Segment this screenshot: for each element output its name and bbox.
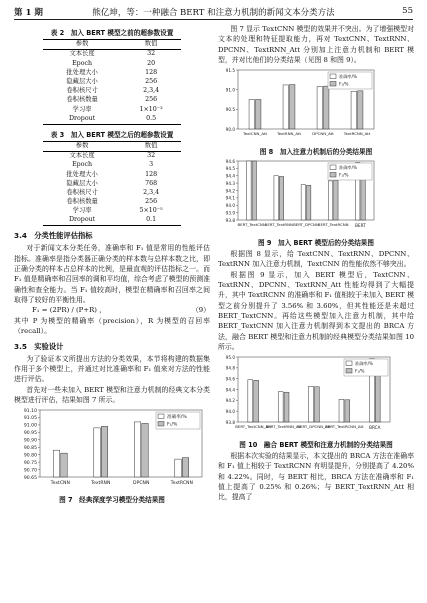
bar-f1 bbox=[182, 458, 188, 477]
table3-head-value: 数值 bbox=[121, 141, 181, 151]
y-tick-label: 91.05 bbox=[23, 416, 37, 422]
bar-f1 bbox=[284, 392, 289, 422]
section-3-5-paragraph-2: 首先对一些未加入 BERT 模型和注意力机制的经典文本分类模型进行评估，结果如图 7 所示。 bbox=[14, 385, 210, 404]
legend-swatch bbox=[346, 369, 352, 374]
formula-text: F₁ = (2PR) / (P+R) ， bbox=[32, 306, 107, 315]
figure-7 bbox=[14, 407, 210, 491]
table3-value-cell: 128 bbox=[145, 170, 158, 178]
y-tick-label: 91.0 bbox=[225, 87, 235, 93]
table3-row bbox=[43, 198, 181, 207]
y-tick-label: 94.5 bbox=[225, 166, 235, 172]
table2-param-cell: 卷积核尺寸 bbox=[66, 87, 98, 95]
table3-param-cell: 学习率 bbox=[72, 207, 92, 215]
bar-accuracy bbox=[317, 87, 322, 129]
table2-row bbox=[43, 50, 181, 60]
right-column bbox=[218, 24, 414, 503]
y-tick-label: 94.4 bbox=[225, 173, 235, 179]
header-rule bbox=[14, 19, 413, 20]
legend-label: F₁/% bbox=[339, 81, 349, 87]
running-header bbox=[14, 6, 413, 20]
figure-8-chart bbox=[218, 67, 378, 139]
bar-f1 bbox=[345, 400, 350, 422]
bar-accuracy bbox=[301, 185, 305, 220]
left-column bbox=[14, 24, 210, 506]
y-tick-label: 93.8 bbox=[225, 217, 235, 223]
table2-value-cell: 256 bbox=[145, 96, 158, 104]
y-tick-label: 90.95 bbox=[23, 431, 37, 437]
x-tick-label: BERT_TextRCNN bbox=[317, 222, 349, 228]
legend-swatch bbox=[158, 422, 164, 427]
y-tick-label: 94.4 bbox=[225, 387, 235, 393]
table3-param-cell: 隐藏层大小 bbox=[66, 179, 98, 187]
figure-7-caption: 图 7 经典深度学习模型分类结果图 bbox=[59, 496, 165, 505]
right-paragraph-3: 根据图 9 显示，加入 BERT 模型后，TextCNN、TextRNN、DPCNN、TextRNN_Att 性能均得到了大幅提升，其中 TextRCNN 的准确率和 F₁ 值相较于未加入 BERT 模型之前分别提升了 3.56% 和 3.60%，但其性能还是未超过 BERT_TextCNN。再给这些模型加入注意力机制，其中给 BERT_TextCNN 加入注意力机制得到本文提出的 BRCA 方法，融合 BERT 模型和注意力机制的经典模型分类结果如图 10 所示。 bbox=[218, 270, 414, 351]
bar-accuracy bbox=[339, 399, 344, 422]
table3-row bbox=[43, 179, 181, 188]
bar-accuracy bbox=[248, 380, 253, 422]
table3-param-cell: 卷积核尺寸 bbox=[66, 188, 98, 196]
table2-value-cell: 32 bbox=[147, 50, 156, 58]
section-3-5-paragraph-1: 为了验证本文所提出方法的分类效果，本节将构建的数据集作用于多个模型上，并通过对比准确率和 F₁ 值来对方法的性能进行评估。 bbox=[14, 354, 210, 384]
legend-label: 准确率/% bbox=[339, 74, 357, 80]
x-tick-label: BRCA bbox=[369, 425, 381, 431]
table3-value-cell: 256 bbox=[145, 198, 158, 206]
figure-10-chart bbox=[218, 354, 394, 432]
y-tick-label: 90.80 bbox=[23, 453, 37, 459]
x-tick-label: TextCNN bbox=[50, 481, 70, 487]
bar-accuracy bbox=[94, 428, 100, 477]
table3-value-cell: 768 bbox=[145, 179, 158, 187]
y-tick-label: 94.6 bbox=[225, 376, 235, 382]
table2-value-cell: 256 bbox=[145, 78, 158, 86]
figure-10-caption: 图 10 融合 BERT 模型和注意力机制的分类结果图 bbox=[239, 441, 393, 450]
table3-param-cell: 文本长度 bbox=[69, 152, 95, 160]
bar-accuracy bbox=[278, 392, 283, 422]
bar-f1 bbox=[279, 177, 283, 221]
legend-label: F₁/% bbox=[355, 368, 365, 374]
x-tick-label: TextRNN_Att bbox=[277, 131, 301, 137]
bar-accuracy bbox=[351, 91, 356, 129]
y-tick-label: 91.10 bbox=[23, 409, 37, 415]
table2-param-cell: 文本长度 bbox=[69, 50, 95, 58]
right-paragraph-2: 根据图 8 显示，给 TextCNN、TextRNN、DPCNN、TextRNN 加入注意力机制，TextCNN 的性能依然不够突出。 bbox=[218, 250, 414, 269]
y-tick-label: 94.6 bbox=[225, 158, 235, 164]
right-paragraph-1: 图 7 显示 TextCNN 模型的效果并不突出。为了增强模型对文本的处理和特征提取能力，再对 TextCNN、TextRNN、DPCNN、TextRNN_Att 分别加上注意力机制和 BERT 模型，并对比他们的分类结果（见图 8 和图 9）。 bbox=[218, 25, 414, 64]
bar-accuracy bbox=[274, 176, 278, 220]
table3-param-cell: 批处理大小 bbox=[66, 170, 98, 178]
table2-row bbox=[43, 69, 181, 78]
y-tick-label: 94.2 bbox=[225, 398, 235, 404]
figure-8 bbox=[218, 67, 414, 143]
table2-row bbox=[43, 115, 181, 125]
table2-row bbox=[43, 105, 181, 114]
table3-row bbox=[43, 161, 181, 170]
table3-row bbox=[43, 189, 181, 198]
y-tick-label: 94.0 bbox=[225, 409, 235, 415]
table3-caption: 表 3 加入 BERT 模型之后的超参数设置 bbox=[50, 130, 174, 139]
legend-swatch bbox=[346, 361, 352, 366]
bar-accuracy bbox=[247, 161, 251, 220]
x-tick-label: TextRNN bbox=[91, 481, 111, 487]
y-tick-label: 94.2 bbox=[225, 188, 235, 194]
issue-label: 第 1 期 bbox=[14, 8, 43, 18]
table2-head-value: 数值 bbox=[121, 40, 181, 50]
legend-swatch bbox=[158, 414, 164, 419]
x-tick-label: DPCNN_Att bbox=[312, 131, 334, 137]
table3-value-cell: 3 bbox=[149, 161, 154, 169]
figure-9-chart bbox=[218, 158, 378, 230]
y-tick-label: 90.90 bbox=[23, 438, 37, 444]
table2-value-cell: 20 bbox=[147, 59, 156, 67]
table2-row bbox=[43, 87, 181, 96]
x-tick-label: TextRCNN bbox=[170, 481, 193, 487]
table2-row bbox=[43, 96, 181, 105]
bar-accuracy bbox=[328, 181, 332, 220]
table2-param-cell: Dropout bbox=[43, 115, 121, 125]
bar-f1 bbox=[307, 186, 311, 221]
x-tick-label: DPCNN bbox=[133, 481, 150, 487]
bar-accuracy bbox=[249, 100, 254, 130]
x-tick-label: BERT_DPCNN bbox=[293, 222, 319, 228]
legend-label: F₁/% bbox=[339, 172, 349, 178]
table3-row bbox=[43, 170, 181, 179]
table2-value-cell: 0.5 bbox=[121, 115, 181, 125]
table2-param-cell: 隐藏层大小 bbox=[66, 78, 98, 86]
legend-swatch bbox=[330, 74, 336, 79]
table3-value-cell: 5×10⁻⁵ bbox=[139, 207, 163, 215]
table3-value-cell: 0.1 bbox=[121, 216, 181, 226]
x-tick-label: BERT_TextRCNN_Att bbox=[325, 424, 364, 430]
table2-param-cell: 批处理大小 bbox=[66, 68, 98, 76]
legend-swatch bbox=[330, 173, 336, 178]
y-tick-label: 94.1 bbox=[225, 195, 235, 201]
y-tick-label: 90.5 bbox=[225, 107, 235, 113]
table2-head-param: 参数 bbox=[43, 40, 121, 50]
bar-f1 bbox=[256, 100, 261, 130]
y-tick-label: 91.5 bbox=[225, 67, 235, 73]
figure-9 bbox=[218, 158, 414, 234]
x-tick-label: BERT_TextRNN_Att bbox=[265, 424, 302, 430]
table2-param-cell: Epoch bbox=[72, 59, 93, 67]
y-tick-label: 94.0 bbox=[225, 203, 235, 209]
bar-accuracy bbox=[283, 85, 288, 129]
bar-f1 bbox=[290, 85, 295, 129]
table3-value-cell: 32 bbox=[147, 152, 156, 160]
legend-label: 准确率/% bbox=[339, 165, 357, 171]
section-3-4-heading: 3.4 分类性能评估指标 bbox=[14, 231, 93, 241]
table2-param-cell: 学习率 bbox=[72, 105, 92, 113]
table3-row bbox=[43, 207, 181, 216]
bar-accuracy bbox=[53, 450, 59, 477]
right-paragraph-4: 根据本次实验的结果显示，本文提出的 BRCA 方法在准确率和 F₁ 值上相较于 TextRCNN 有明显提升，分别提高了 4.20% 和 4.22%。同时，与 BERT 相比，BRCA 方法在准确率和 F₁ 值上提高了 0.25% 和 0.26%；与 BERT_TextRNN_Att 相比，提高了 bbox=[218, 452, 414, 502]
bar-f1 bbox=[254, 380, 259, 422]
bar-accuracy bbox=[175, 459, 181, 477]
legend-label: 准确率/% bbox=[355, 361, 373, 367]
bar-f1 bbox=[324, 86, 329, 129]
table2-value-cell: 2,3,4 bbox=[143, 87, 160, 95]
y-tick-label: 91.00 bbox=[23, 423, 37, 429]
y-tick-label: 90.75 bbox=[23, 461, 37, 467]
table2-param-cell: 卷积核数量 bbox=[66, 96, 98, 104]
formula-explanation: 其中 P 为模型的精确率（precision），R 为模型的召回率（recall）。 bbox=[14, 317, 210, 336]
legend-label: 准确率/% bbox=[167, 415, 187, 421]
table2-caption: 表 2 加入 BERT 模型之前的超参数设置 bbox=[50, 29, 174, 37]
table3-value-cell: 2,3,4 bbox=[143, 188, 160, 196]
x-tick-label: BERT_DPCNN_Att bbox=[297, 424, 331, 430]
table3-head-param: 参数 bbox=[43, 141, 121, 151]
bar-accuracy bbox=[309, 386, 314, 422]
y-tick-label: 90.70 bbox=[23, 468, 37, 474]
y-tick-label: 90.0 bbox=[225, 126, 235, 132]
table3-param-cell: Epoch bbox=[72, 161, 93, 169]
y-tick-label: 94.8 bbox=[225, 365, 235, 371]
table3-row bbox=[43, 151, 181, 161]
formula-f1 bbox=[14, 305, 210, 316]
table3-param-cell: 卷积核数量 bbox=[66, 198, 98, 206]
legend-swatch bbox=[330, 82, 336, 87]
y-tick-label: 95.0 bbox=[225, 354, 235, 360]
x-tick-label: BERT_TextCNN_Att bbox=[235, 424, 272, 430]
y-tick-label: 93.8 bbox=[225, 419, 235, 425]
figure-9-caption: 图 9 加入 BERT 模型后的分类结果图 bbox=[257, 239, 374, 248]
section-3-4-paragraph: 对于新闻文本分类任务，准确率和 F₁ 值是常用的性能评估指标。准确率是指分类器正确分类的样本数与总样本数之比，即正确分类的样本占总样本的比例，是最直观的评估指标之一。而 F₁ 值是精确率和召回率的调和平均值，综合考虑了模型的预测准确性和查全能力。当 F₁ 值较高时，模型在精确率和召回率之间取得了较好的平衡性用。 bbox=[14, 244, 210, 304]
legend-swatch bbox=[330, 165, 336, 170]
figure-10 bbox=[218, 354, 414, 436]
bar-f1 bbox=[252, 161, 256, 220]
section-3-5-heading: 3.5 实验设计 bbox=[14, 341, 64, 351]
table3-param-cell: Dropout bbox=[43, 216, 121, 226]
x-tick-label: TextRCNN_Att bbox=[343, 131, 371, 137]
bar-f1 bbox=[358, 91, 363, 129]
y-tick-label: 93.9 bbox=[225, 210, 235, 216]
page-number: 55 bbox=[402, 6, 413, 16]
table2-value-cell: 128 bbox=[145, 68, 158, 76]
table2 bbox=[43, 39, 181, 125]
table3 bbox=[43, 141, 181, 227]
table3-row bbox=[43, 216, 181, 226]
bar-f1 bbox=[61, 453, 67, 477]
bar-accuracy bbox=[134, 422, 140, 477]
legend-label: F₁/% bbox=[167, 422, 178, 428]
y-tick-label: 90.85 bbox=[23, 446, 37, 452]
bar-f1 bbox=[334, 180, 338, 220]
y-tick-label: 90.65 bbox=[23, 476, 37, 482]
bar-f1 bbox=[142, 424, 148, 478]
bar-f1 bbox=[101, 427, 107, 478]
x-tick-label: BERT_TextRNN bbox=[264, 222, 293, 228]
table2-row bbox=[43, 59, 181, 68]
figure-7-chart bbox=[14, 407, 206, 487]
table2-value-cell: 1×10⁻³ bbox=[139, 105, 163, 113]
running-title: 熊亿坤，等：一种融合 BERT 和注意力机制的新闻文本分类方法 bbox=[92, 8, 335, 18]
x-tick-label: TextCNN_Att bbox=[243, 131, 267, 137]
table2-row bbox=[43, 78, 181, 87]
x-tick-label: BERT_TextCNN bbox=[237, 222, 266, 228]
formula-number: （9） bbox=[191, 306, 210, 315]
y-tick-label: 94.3 bbox=[225, 181, 235, 187]
x-tick-label: BERT bbox=[355, 223, 366, 229]
bar-f1 bbox=[315, 387, 320, 422]
figure-8-caption: 图 8 加入注意力机制后的分类结果图 bbox=[259, 148, 373, 157]
